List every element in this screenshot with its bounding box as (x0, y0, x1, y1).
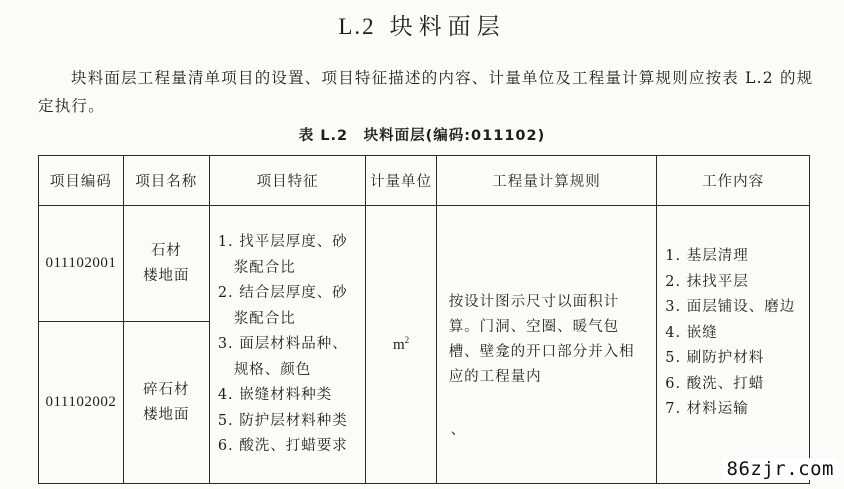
feature-item: 6. 酸洗、打蜡要求 (217, 438, 348, 454)
item-code: 011102001 (39, 206, 124, 322)
work-item: 3. 面层铺设、磨边 (665, 299, 796, 315)
watermark: 86zjr.com (723, 458, 838, 480)
calculation-rule (436, 206, 657, 484)
section-title (0, 8, 844, 41)
intro-paragraph: 块料面层工程量清单项目的设置、项目特征描述的内容、计量单位及工程量计算规则应按表 L.2 的规定执行。 (38, 69, 814, 115)
work-item: 7. 材料运输 (665, 401, 749, 417)
item-name-line: 楼地面 (143, 267, 190, 284)
item-name-line: 石材 (150, 242, 182, 259)
unit-base: m (392, 337, 405, 353)
item-name-line: 碎石材 (143, 381, 190, 398)
item-name (123, 206, 209, 322)
table-caption: 表 L.2 块料面层(编码:011102) (298, 128, 546, 144)
work-item: 6. 酸洗、打蜡 (665, 375, 765, 392)
work-item: 4. 嵌缝 (665, 324, 718, 341)
header-work: 工作内容 (657, 156, 810, 206)
feature-item: 1. 找平层厚度、砂浆配合比 (217, 234, 348, 276)
unit-exponent: 2 (404, 335, 410, 345)
work-item: 1. 基层清理 (665, 248, 749, 264)
calculation-rule-text: 按设计图示尺寸以面积计算。门洞、空圈、暖气包槽、壁龛的开口部分并入相应的工程量内 (448, 294, 635, 385)
header-code: 项目编码 (39, 156, 124, 206)
header-unit: 计量单位 (366, 156, 436, 206)
feature-item: 5. 防护层材料种类 (217, 412, 348, 429)
feature-item: 3. 面层材料品种、规格、颜色 (217, 336, 348, 378)
work-item: 2. 抹找平层 (665, 273, 749, 290)
table-row (39, 206, 810, 322)
item-code: 011102002 (39, 322, 124, 484)
item-name (123, 322, 209, 484)
header-features: 项目特征 (209, 156, 366, 206)
stray-mark: 、 (450, 422, 466, 438)
header-name: 项目名称 (123, 156, 209, 206)
section-title-text: 块料面层 (389, 14, 506, 40)
header-rule: 工程量计算规则 (436, 156, 657, 206)
item-features (209, 206, 366, 484)
unit-cell (366, 206, 436, 484)
section-number: L.2 (338, 14, 376, 39)
feature-item: 4. 嵌缝材料种类 (217, 387, 333, 403)
feature-item: 2. 结合层厚度、砂浆配合比 (217, 285, 348, 327)
work-content (657, 206, 810, 484)
work-item: 5. 刷防护材料 (665, 350, 765, 366)
item-name-line: 楼地面 (143, 406, 190, 423)
block-floor-table (38, 155, 810, 484)
table-header-row (39, 156, 810, 206)
